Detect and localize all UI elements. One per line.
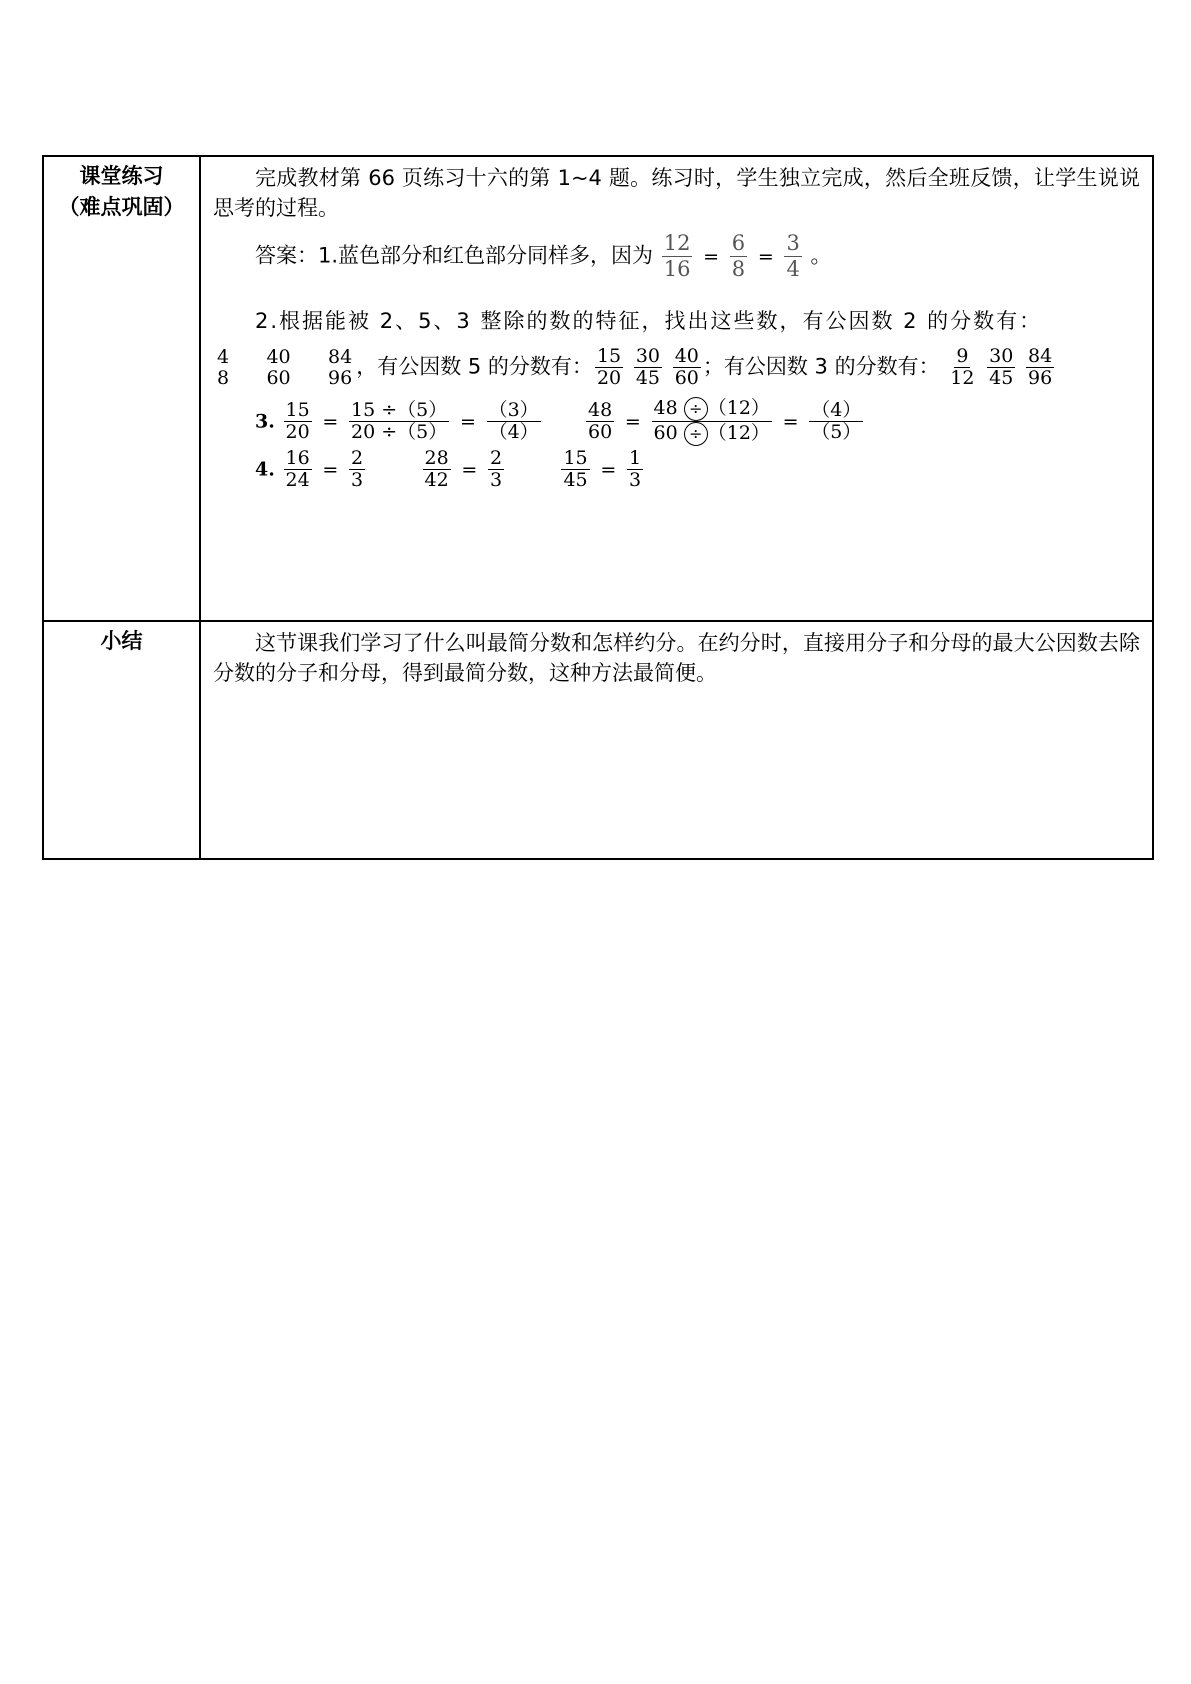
summary-label-cell <box>43 621 200 859</box>
fraction: $\frac{48}{60}$ <box>588 399 613 443</box>
fraction: $\frac{12}{16}$ <box>663 231 691 281</box>
fraction: $\frac{15}{45}$ <box>563 447 588 491</box>
summary-row <box>43 621 1153 859</box>
fraction: $\frac{40}{60}$ <box>674 345 699 389</box>
answer-3: 3. $\frac{15}{20}$ = $\frac{15 \div(5)}{20 \div(5)}$ = $\frac{(3)}{(4)}$ $\frac{48}{60}$ = $\frac{48 \div (12)}{60 \div (12)}$ = $\frac{(4)}{(5)}$ <box>255 397 862 444</box>
fraction: $\frac{28}{42}$ <box>424 447 449 491</box>
practice-label-cell <box>43 156 200 621</box>
fraction: $\frac{(4)}{(5)}$ <box>811 399 862 443</box>
fraction: $\frac{9}{12}$ <box>950 345 975 389</box>
fraction: $\frac{30}{45}$ <box>635 345 660 389</box>
summary-label: 小结 <box>100 629 143 653</box>
fraction: $\frac{16}{24}$ <box>285 447 310 491</box>
fraction: $\frac{1}{3}$ <box>628 447 642 491</box>
fraction: $\frac{15}{20}$ <box>285 399 310 443</box>
fraction: $\frac{3}{4}$ <box>786 231 800 281</box>
fraction: 84 96 <box>328 345 353 389</box>
answer-2: 2.根据能被 2、5、3 整除的数的特征，找出这些数，有公因数 2 的分数有： <box>255 309 1043 333</box>
answer-2-fractions: 4 8 40 60 84 96 ，有公因数 5 的分数有： $\frac{15}{20}$ $\frac{30}{45}$ $\frac{40}{60}$ ；有公因数 3 的分数有： $\frac{9}{12}$ $\frac{30}{45}$ $\frac{84}{96}$ <box>217 345 1053 389</box>
fraction: 4 8 <box>217 345 230 389</box>
fraction: $\frac{(3)}{(4)}$ <box>488 399 539 443</box>
practice-row <box>43 156 1153 621</box>
fraction: $\frac{2}{3}$ <box>489 447 503 491</box>
circled-divide-icon: ÷ <box>684 397 708 421</box>
summary-content-cell <box>200 621 1153 859</box>
summary-text: 这节课我们学习了什么叫最简分数和怎样约分。在约分时，直接用分子和分母的最大公因数去除分数的分子和分母，得到最简分数，这种方法最简便。 <box>213 631 1140 685</box>
fraction: $\frac{84}{96}$ <box>1028 345 1053 389</box>
fraction: $\frac{2}{3}$ <box>351 447 364 491</box>
fraction: $\frac{30}{45}$ <box>989 345 1014 389</box>
fraction: $\frac{15 \div(5)}{20 \div(5)}$ <box>351 399 448 443</box>
fraction: $\frac{6}{8}$ <box>731 231 746 281</box>
answer-4: 4. $\frac{16}{24}$ = $\frac{2}{3}$ $\frac{28}{42}$ = $\frac{2}{3}$ $\frac{15}{45}$ = $\frac{1}{3}$ <box>255 447 642 491</box>
practice-sublabel: （难点巩固） <box>58 195 185 219</box>
lesson-table <box>42 155 1154 860</box>
answer-1-text: 答案：1.蓝色部分和红色部分同样多，因为 <box>255 243 654 268</box>
circled-divide-icon: ÷ <box>684 422 708 446</box>
practice-label: 课堂练习 <box>79 164 164 188</box>
fraction: 40 60 <box>266 345 291 389</box>
practice-content-cell <box>200 156 1153 621</box>
fraction: $\frac{48 \div (12)}{60 \div (12)}$ <box>653 397 770 444</box>
fraction: $\frac{15}{20}$ <box>596 345 622 389</box>
practice-intro: 完成教材第 66 页练习十六的第 1~4 题。练习时，学生独立完成，然后全班反馈，让学生说说思考的过程。 <box>213 166 1140 220</box>
answer-1: 答案：1.蓝色部分和红色部分同样多，因为 $\frac{12}{16}$ = $\frac{6}{8}$ = $\frac{3}{4}$ 。 <box>255 231 832 281</box>
